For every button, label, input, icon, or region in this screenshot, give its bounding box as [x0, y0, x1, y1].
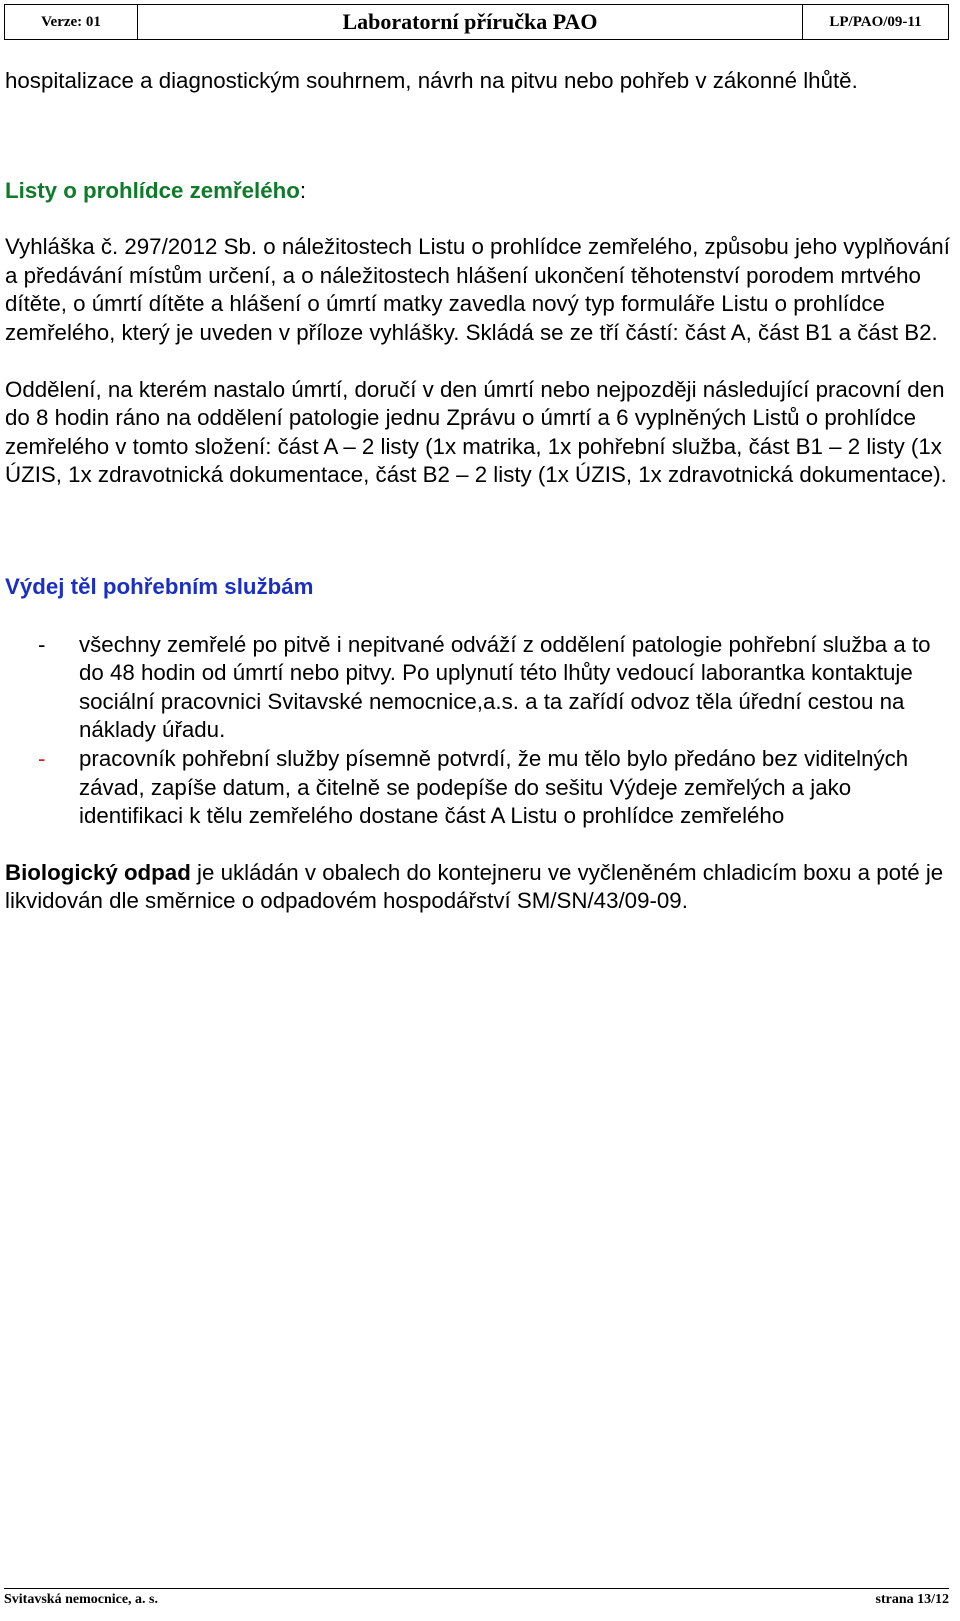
- footer-organization: Svitavská nemocnice, a. s.: [4, 1592, 158, 1607]
- paragraph-hospitalizace: hospitalizace a diagnostickým souhrnem, návrh na pitvu nebo pohřeb v zákonné lhůtě.: [5, 68, 858, 93]
- section-heading-listy: [5, 177, 950, 206]
- list-item-text: všechny zemřelé po pitvě i nepitvané odváží z oddělení patologie pohřební služba a to do 48 hodin od úmrtí nebo pitvy. Po uplynutí této lhůty vedoucí laborantka kontaktuje sociální pracovnici Svitavské nemocnice,a.s. a ta zařídí odvoz těla úřední cestou na náklady úřadu.: [79, 631, 931, 743]
- page-footer: [4, 1588, 949, 1608]
- header-document-code: LP/PAO/09-11: [829, 13, 922, 30]
- listy-heading-colon: :: [299, 177, 307, 203]
- header-title: Laboratorní příručka PAO: [138, 5, 803, 39]
- listy-heading-text: Listy o prohlídce zemřelého: [5, 177, 300, 203]
- footer-page-number: strana 13/12: [875, 1592, 949, 1607]
- paragraph-vyhlaska: Vyhláška č. 297/2012 Sb. o náležitostech Listu o prohlídce zemřelého, způsobu jeho vyplňování a předávání místům určení, a o náležitostech hlášení ukončení těhotenství porodem mrtvého dítěte, o úmrtí dítěte a hlášení o úmrtí matky zavedla nový typ formuláře Listu o prohlídce zemřelého, který je uveden v příloze vyhlášky. Skládá se ze tří částí: část A, část B1 a část B2.: [5, 234, 950, 345]
- dash-bullet: -: [38, 745, 46, 771]
- header-version: Verze: 01: [5, 5, 138, 39]
- document-body: [5, 67, 950, 916]
- list-item: [5, 631, 950, 745]
- biologicky-odpad-bold: Biologický odpad: [5, 859, 191, 885]
- list-item-text: pracovník pohřební služby písemně potvrdí, že mu tělo bylo předáno bez viditelných závad, zapíše datum, a čitelně se podepíše do sešitu Výdeje zemřelých a jako identifikaci k tělu zemřelého dostane část A Listu o prohlídce zemřelého: [79, 745, 909, 829]
- vydej-list: [5, 631, 950, 831]
- list-item: [5, 745, 950, 831]
- paragraph-oddeleni: Oddělení, na kterém nastalo úmrtí, doručí v den úmrtí nebo nejpozději následující pracovní den do 8 hodin ráno na oddělení patologie jednu Zprávu o úmrtí a 6 vyplněných Listů o prohlídce zemřelého v tomto složení: část A – 2 listy (1x matrika, 1x pohřební služba, část B1 – 2 listy (1x ÚZIS, 1x zdravotnická dokumentace, část B2 – 2 listy (1x ÚZIS, 1x zdravotnická dokumentace).: [5, 376, 947, 488]
- biologicky-odpad-text: je ukládán v obalech do kontejneru ve vyčleněném chladicím boxu a poté je likvidován dle směrnice o odpadovém hospodářství SM/SN/43/09-09.: [5, 859, 944, 914]
- section-heading-vydej: Výdej těl pohřebním službám: [5, 573, 314, 599]
- paragraph-biologicky-odpad: [5, 859, 950, 916]
- dash-bullet: -: [38, 631, 46, 657]
- page-header: [4, 4, 949, 40]
